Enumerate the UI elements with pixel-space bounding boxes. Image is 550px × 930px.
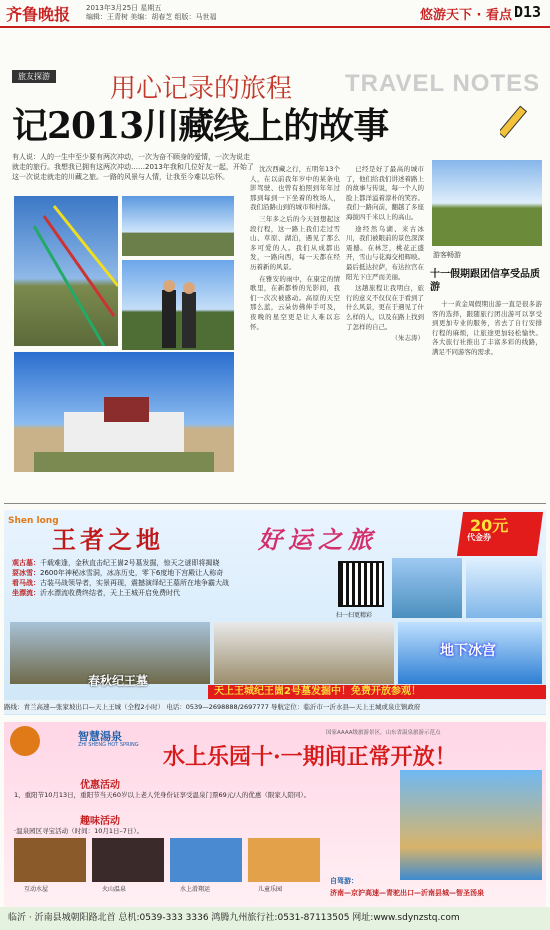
side-article-title: 十一假期跟团信享受品质游	[430, 269, 540, 293]
article-lead: 有人说：人的一生中至少要有两次冲动，一次为奋不顾身的爱情，一次为说走就走的旅行。我想我已拥有这两次冲动……2013年我和几位好友一起，开始了这一次说走就走的川藏之旅。一路的风景与人情，让我至今难以忘怀。	[12, 153, 254, 181]
side-tag: 游客畅游	[433, 251, 461, 259]
thumb-photo	[170, 838, 242, 882]
paragraph: 途经然乌湖、来古冰川，我们被眼前的景色深深震撼。在林芝，桃花正盛开，雪山与花海交相辉映。最后抵达拉萨，布达拉宫在阳光下庄严而美丽。	[346, 224, 424, 281]
paragraph: 三年多之后的今天回想起这段行程，这一路上我们走过雪山、草原、湖泊，遇见了那么多可爱的人。我们从成都出发，一路向西，每一天都在经历着新的风景。	[250, 214, 340, 271]
palace-icon	[14, 352, 234, 472]
feature-line: 坐漂流：沂水漂流收费终结者，天上王城开启免费时代	[12, 589, 180, 597]
thumb-caption: 水上滑翔运	[180, 886, 211, 893]
article-subtitle: 用心记录的旅程	[110, 74, 293, 104]
editor-credits: 编辑：王青树 美编：胡春芝 组版：马世福	[86, 13, 217, 21]
drive-route: 济南—京沪高速—青驼出口—沂南县城—智圣汤泉	[330, 889, 484, 897]
route-info: 路线：青兰高速—张家坡出口—天上王城（全程2小时） 电话：0539—2698888/2697777 导航定位：临沂市一沂水县—天上王城或泉庄镇政府	[4, 700, 546, 714]
thumb-caption: 火山温泉	[102, 886, 127, 893]
shenlong-logo-icon	[10, 726, 40, 756]
qr-label: 扫一扫更精彩	[336, 612, 373, 619]
qr-code[interactable]	[340, 563, 382, 605]
paragraph: 在雅安的雨中，在康定的情歌里，在新都桥的光影间，我们一次次被感动。高原的天空那么蓝，云朵仿佛伸手可及，夜晚的星空更是让人难以忘怀。	[250, 274, 340, 331]
footer-text: 临沂 · 沂南县城朝阳路北首 总机:0539-333 3336 鸿腾九州旅行社:0531-87113505 网址:www.sdynzstq.com	[8, 913, 460, 923]
tomb-label: 春秋纪王墓	[88, 674, 149, 688]
side-article-body	[432, 300, 542, 490]
free-entry-banner: 天上王城纪王崮2号墓发掘中！免费开放参观！	[208, 685, 546, 699]
author-byline: （朱志涛）	[391, 334, 424, 343]
ad1-features	[12, 558, 332, 598]
paragraph: 十一黄金周假期出游一直是很多游客的选择，跟随旅行团出游可以享受到更加专业的服务，省去了自行安排行程的麻烦，让旅途更加轻松愉快。各大旅行社推出了丰富多彩的线路，满足不同游客的需求。	[432, 300, 542, 356]
thumb-photo	[92, 838, 164, 882]
event1-text: 1、重阳节10月13日，重阳节当天60岁以上老人凭身份证享受温泉门票69元/人的优惠（限家人陪同）。	[14, 791, 311, 799]
thumb-photo	[14, 838, 86, 882]
hot-spring-logo: 智慧湯泉	[78, 730, 122, 743]
issue-date: 2013年3月25日 星期五	[86, 4, 162, 12]
article-title: 记2013川藏线上的故事	[12, 105, 389, 147]
ice-palace-label: 地下冰宫	[440, 643, 496, 659]
water-slide-photo	[400, 770, 542, 880]
coupon-value: 20元	[470, 516, 509, 535]
thumb-caption: 互动水屋	[24, 886, 49, 893]
event2-title: 趣味活动	[80, 816, 120, 827]
drive-label: 自驾游：	[330, 877, 358, 885]
paragraph: 沈次西藏之行，五明年13个人，在以前我年岁中的某条电影驾驶、也曾有拍照到年年过那到每到一下坐着的牧场人，我们沿路山到的城市和村落。	[250, 165, 340, 212]
section-divider	[4, 503, 546, 504]
ice-palace-photo	[466, 558, 542, 618]
thumb-caption: 儿童乐园	[258, 886, 283, 893]
travel-notes-watermark: TRAVEL NOTES	[345, 70, 541, 97]
column-tag: 旅友探游	[12, 70, 56, 83]
water-park-title: 水上乐园十·一期间正常开放！	[163, 744, 457, 770]
article-body-col1	[250, 165, 340, 495]
ad1-logo: Shen long	[8, 516, 59, 526]
travelers-photo	[122, 260, 234, 350]
pencil-icon	[500, 104, 544, 148]
scenic-notice: 国家AAAA级旅游景区，山东省温泉旅游示范点	[326, 730, 441, 736]
coupon-label: 代金券	[467, 533, 491, 542]
campsite-photo	[432, 160, 542, 246]
thumb-photo	[248, 838, 320, 882]
page-number: D13	[514, 3, 542, 21]
horse-battle-photo	[214, 622, 394, 684]
ad1-title-a: 王者之地	[52, 525, 164, 554]
ad1-title-b: 好运之旅	[258, 525, 378, 554]
prayer-flags-photo	[14, 196, 118, 346]
feature-line: 观古墓：千载难逢，金秋直击纪王崮2号墓发掘，惊天之谜即将揭晓	[12, 559, 220, 567]
paragraph: 这趟旅程让我明白，旅行的意义不仅仅在于看到了什么风景，更在于遇见了什么样的人，以及在路上找到了怎样的自己。	[346, 284, 424, 331]
event1-title: 优惠活动	[80, 780, 120, 791]
rafting-photo	[392, 558, 462, 618]
issue-meta	[86, 4, 216, 22]
feature-line: 耍冰雪：2600年神秘冰雪洞，冰冻历史，零下6度地下宫殿让人称奇	[12, 569, 224, 577]
article-body-col2	[346, 165, 424, 495]
potala-palace-photo	[14, 352, 234, 472]
event2-text: ·温泉园区寻宝活动（时间：10月1日–7日）。	[14, 827, 144, 835]
feature-line: 看马战：古装马战领导者，实景再现，震撼演绎纪王墓所在地争霸大战	[12, 579, 229, 587]
grassland-photo	[122, 196, 234, 256]
section-title: 悠游天下 · 看点	[420, 8, 512, 23]
hot-spring-logo-en: ZHI SHENG HOT SPRING	[78, 742, 139, 748]
travelers-icon	[122, 260, 234, 350]
prayer-flags-icon	[14, 196, 118, 346]
paragraph: 已经是好了最高的城市了，他们给我们讲述着路上的故事与传说，每一个人的脸上都洋溢着淳朴的笑容。我们一路向前，翻越了多座海拔四千米以上的高山。	[346, 165, 424, 221]
newspaper-logo: 齐鲁晚报	[6, 5, 71, 24]
contact-footer	[0, 907, 550, 930]
